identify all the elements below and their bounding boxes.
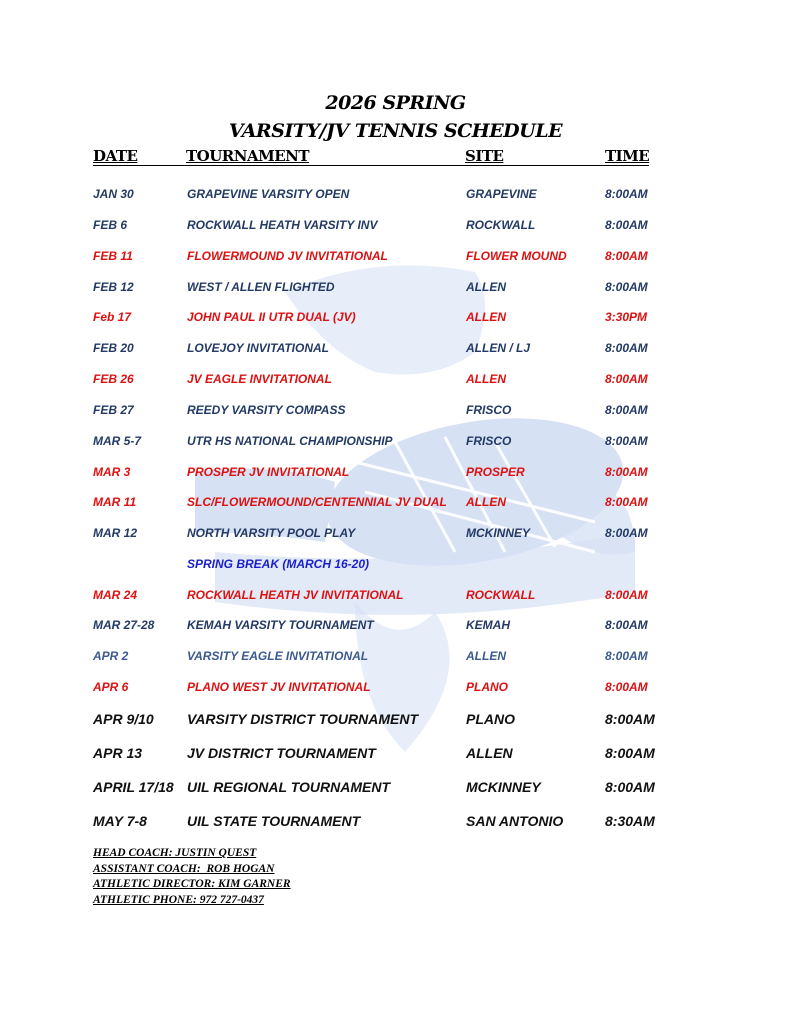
- column-header-site: SITE: [465, 147, 504, 165]
- cell-tournament: GRAPEVINE VARSITY OPEN: [187, 187, 350, 201]
- cell-tournament: UIL REGIONAL TOURNAMENT: [187, 779, 391, 795]
- cell-date: FEB 11: [93, 249, 133, 263]
- cell-date: MAR 24: [93, 588, 138, 602]
- cell-time: 8:00AM: [605, 711, 655, 727]
- table-row: [0, 434, 791, 454]
- table-row: [0, 218, 791, 238]
- cell-time: 8:30AM: [605, 813, 655, 829]
- athletic-phone: ATHLETIC PHONE: 972 727-0437: [93, 893, 264, 906]
- cell-time: 8:00AM: [605, 779, 655, 795]
- table-row: [0, 779, 791, 799]
- cell-tournament: ROCKWALL HEATH JV INVITATIONAL: [187, 588, 404, 602]
- cell-tournament: UIL STATE TOURNAMENT: [187, 813, 361, 829]
- cell-time: 8:00AM: [605, 465, 648, 479]
- cell-time: 8:00AM: [605, 372, 648, 386]
- cell-tournament: NORTH VARSITY POOL PLAY: [187, 526, 356, 540]
- cell-time: 8:00AM: [605, 649, 648, 663]
- cell-site: FRISCO: [466, 403, 512, 417]
- cell-date: APR 9/10: [93, 711, 154, 727]
- cell-tournament: FLOWERMOUND JV INVITATIONAL: [187, 249, 388, 263]
- table-row: [0, 187, 791, 207]
- cell-time: 8:00AM: [605, 187, 648, 201]
- cell-date: APR 6: [93, 680, 129, 694]
- cell-date: APRIL 17/18: [93, 779, 174, 795]
- title-line-2: VARSITY/JV TENNIS SCHEDULE: [228, 120, 563, 142]
- cell-time: 8:00AM: [605, 218, 648, 232]
- cell-time: 8:00AM: [605, 745, 655, 761]
- title-line-1: 2026 SPRING: [325, 92, 466, 114]
- cell-tournament: ROCKWALL HEATH VARSITY INV: [187, 218, 378, 232]
- cell-date: FEB 6: [93, 218, 128, 232]
- cell-time: 8:00AM: [605, 341, 648, 355]
- cell-date: MAY 7-8: [93, 813, 147, 829]
- cell-time: 8:00AM: [605, 403, 648, 417]
- cell-site: ROCKWALL: [466, 588, 536, 602]
- cell-tournament: KEMAH VARSITY TOURNAMENT: [187, 618, 374, 632]
- cell-tournament: UTR HS NATIONAL CHAMPIONSHIP: [187, 434, 393, 448]
- table-row: [0, 588, 791, 608]
- head-coach: HEAD COACH: JUSTIN QUEST: [93, 847, 257, 859]
- cell-date: JAN 30: [93, 187, 134, 201]
- table-row: [0, 526, 791, 546]
- table-row: [0, 711, 791, 731]
- cell-date: MAR 5-7: [93, 434, 142, 448]
- cell-site: SAN ANTONIO: [466, 813, 564, 829]
- cell-date: APR 2: [93, 649, 129, 663]
- cell-site: FRISCO: [466, 434, 512, 448]
- cell-site: ALLEN / LJ: [466, 341, 531, 355]
- table-row: [0, 557, 791, 577]
- table-row: [0, 403, 791, 423]
- cell-time: 8:00AM: [605, 434, 648, 448]
- column-header-date: DATE: [93, 147, 138, 165]
- athletic-director: ATHLETIC DIRECTOR: KIM GARNER: [93, 878, 291, 890]
- cell-tournament: SLC/FLOWERMOUND/CENTENNIAL JV DUAL: [187, 495, 447, 509]
- table-row: [0, 745, 791, 765]
- cell-time: 8:00AM: [605, 588, 648, 602]
- cell-time: 3:30PM: [605, 310, 648, 324]
- column-header-tournament: TOURNAMENT: [186, 147, 310, 165]
- table-row: [0, 649, 791, 669]
- cell-site: ALLEN: [466, 280, 506, 294]
- cell-site: ALLEN: [466, 745, 513, 761]
- cell-site: MCKINNEY: [466, 526, 531, 540]
- cell-date: MAR 3: [93, 465, 131, 479]
- cell-date: FEB 27: [93, 403, 134, 417]
- cell-site: KEMAH: [466, 618, 510, 632]
- cell-date: MAR 11: [93, 495, 137, 509]
- cell-site: MCKINNEY: [466, 779, 541, 795]
- assistant-coach: ASSISTANT COACH: ROB HOGAN: [93, 862, 275, 875]
- table-row: [0, 680, 791, 700]
- cell-site: PLANO: [466, 711, 515, 727]
- cell-date: MAR 27-28: [93, 618, 155, 632]
- cell-site: ROCKWALL: [466, 218, 536, 232]
- cell-date: FEB 12: [93, 280, 134, 294]
- cell-tournament: VARSITY EAGLE INVITATIONAL: [187, 649, 369, 663]
- column-header-row: [93, 147, 649, 166]
- cell-tournament: LOVEJOY INVITATIONAL: [187, 341, 330, 355]
- cell-site: FLOWER MOUND: [466, 249, 567, 263]
- cell-tournament: PLANO WEST JV INVITATIONAL: [187, 680, 371, 694]
- table-row: [0, 249, 791, 269]
- schedule-title: [0, 90, 791, 146]
- cell-site: GRAPEVINE: [466, 187, 537, 201]
- cell-site: ALLEN: [466, 649, 506, 663]
- cell-time: 8:00AM: [605, 249, 648, 263]
- cell-site: PLANO: [466, 680, 508, 694]
- table-row: [0, 465, 791, 485]
- cell-tournament: VARSITY DISTRICT TOURNAMENT: [187, 711, 419, 727]
- cell-tournament: SPRING BREAK (MARCH 16-20): [187, 557, 370, 571]
- column-header-time: TIME: [605, 147, 650, 165]
- cell-time: 8:00AM: [605, 680, 648, 694]
- cell-tournament: JV DISTRICT TOURNAMENT: [187, 745, 376, 761]
- cell-date: MAR 12: [93, 526, 138, 540]
- cell-time: 8:00AM: [605, 526, 648, 540]
- table-row: [0, 280, 791, 300]
- cell-tournament: JV EAGLE INVITATIONAL: [187, 372, 332, 386]
- cell-site: ALLEN: [466, 310, 506, 324]
- table-row: [0, 310, 791, 330]
- cell-tournament: WEST / ALLEN FLIGHTED: [187, 280, 335, 294]
- cell-time: 8:00AM: [605, 495, 648, 509]
- table-row: [0, 341, 791, 361]
- cell-tournament: JOHN PAUL II UTR DUAL (JV): [187, 310, 356, 324]
- table-row: [0, 372, 791, 392]
- table-row: [0, 495, 791, 515]
- table-row: [0, 813, 791, 833]
- cell-time: 8:00AM: [605, 618, 648, 632]
- cell-site: ALLEN: [466, 372, 506, 386]
- cell-date: FEB 20: [93, 341, 134, 355]
- cell-tournament: PROSPER JV INVITATIONAL: [187, 465, 350, 479]
- cell-time: 8:00AM: [605, 280, 648, 294]
- cell-date: Feb 17: [93, 310, 132, 324]
- cell-site: PROSPER: [466, 465, 525, 479]
- cell-tournament: REEDY VARSITY COMPASS: [187, 403, 346, 417]
- staff-contacts: [93, 846, 291, 908]
- table-row: [0, 618, 791, 638]
- cell-site: ALLEN: [466, 495, 506, 509]
- cell-date: APR 13: [93, 745, 143, 761]
- cell-date: FEB 26: [93, 372, 134, 386]
